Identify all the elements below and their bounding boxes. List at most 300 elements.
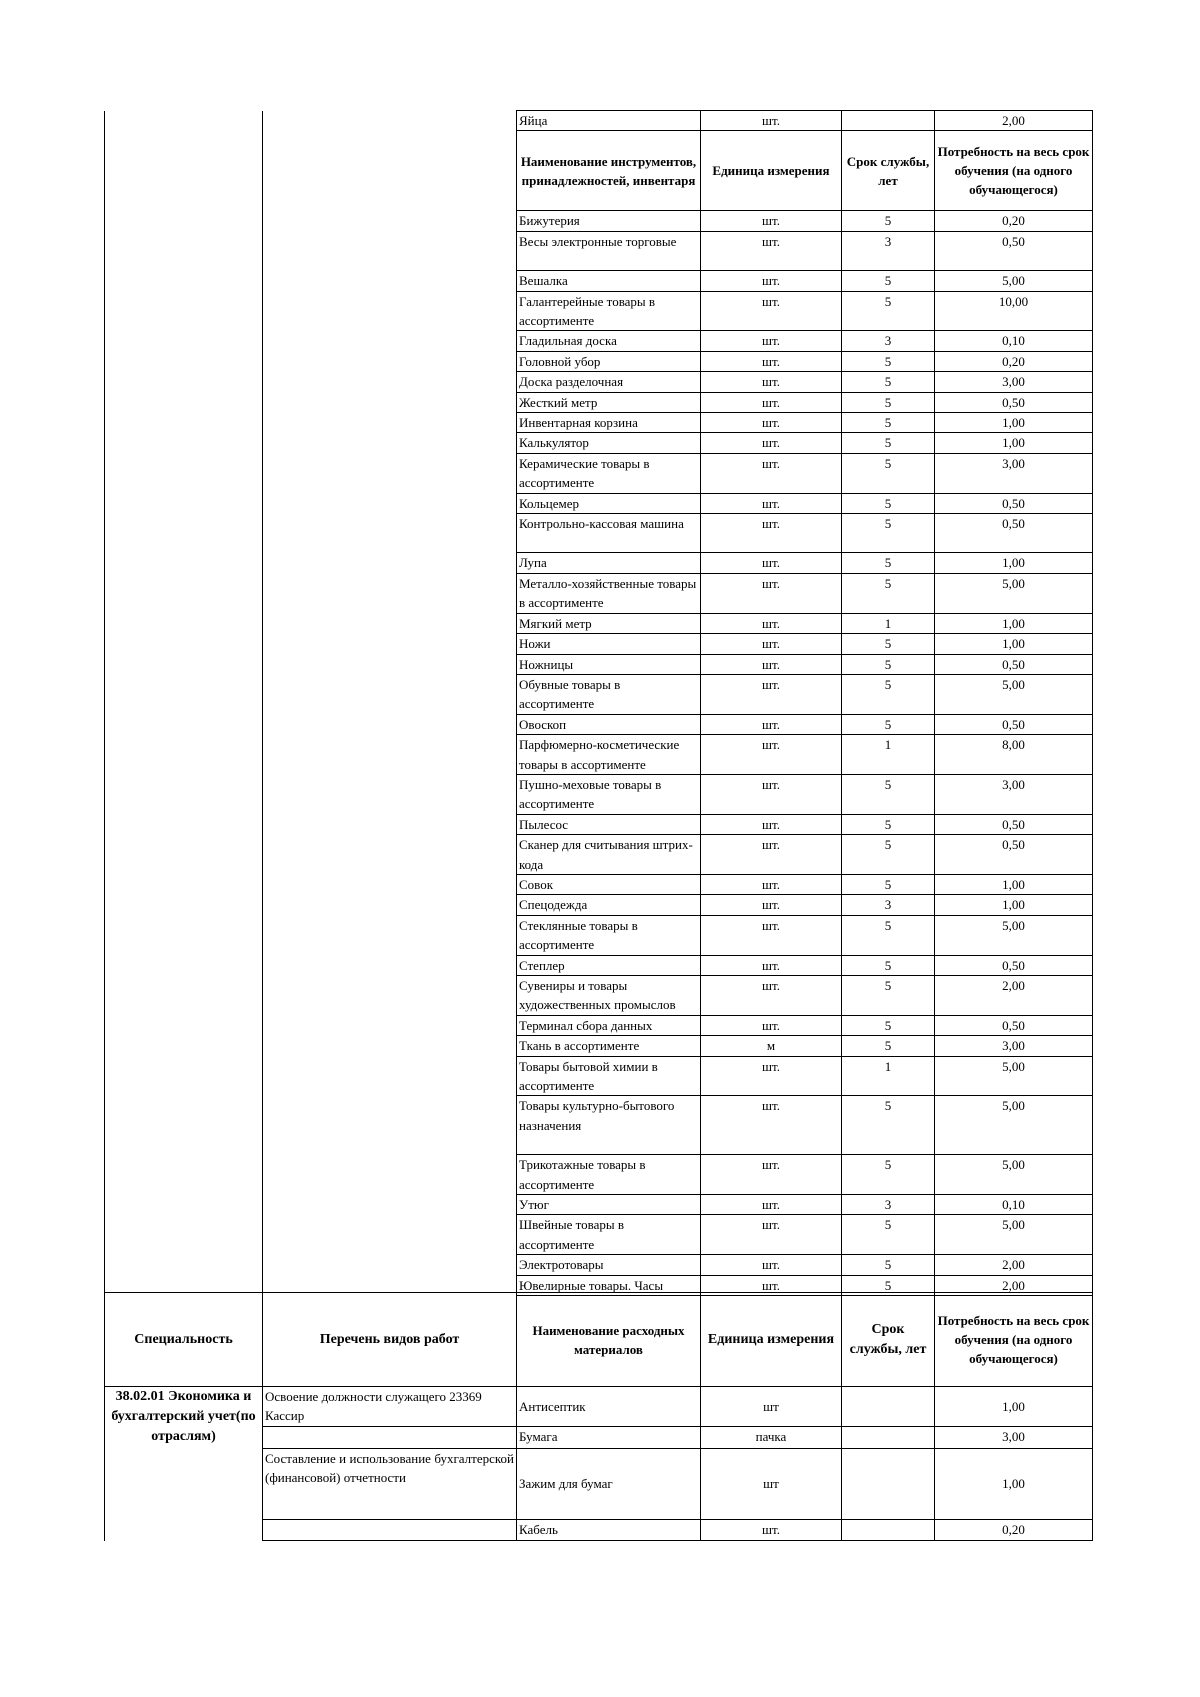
work-type-cell [263,1520,517,1541]
table-row [105,874,1093,894]
item-need: 2,00 [935,1275,1093,1295]
item-unit: шт. [701,735,842,775]
item-life: 5 [842,271,935,291]
item-unit: шт. [701,613,842,633]
item-unit: шт. [701,1015,842,1035]
item-unit: шт. [701,895,842,915]
item-need: 1,00 [935,874,1093,894]
item-life: 5 [842,573,935,613]
item-name: Степлер [517,955,701,975]
item-life: 5 [842,774,935,814]
item-name: Кольцемер [517,493,701,513]
table-row [105,634,1093,654]
item-unit: шт. [701,976,842,1016]
item-need: 2,00 [935,976,1093,1016]
empty-cell [263,915,517,955]
table-row [105,1255,1093,1275]
item-life: 5 [842,955,935,975]
empty-cell [105,1215,263,1255]
item-name: Стеклянные товары в ассортименте [517,915,701,955]
item-name: Ткань в ассортименте [517,1036,701,1056]
item-unit: шт. [701,231,842,270]
empty-cell [263,433,517,453]
item-unit: шт. [701,433,842,453]
item-name: Совок [517,874,701,894]
item-unit: шт. [701,874,842,894]
empty-cell [105,654,263,674]
empty-cell [263,814,517,834]
specialty-cell: 38.02.01 Экономика и бухгалтерский учет(по отраслям) [105,1387,263,1541]
empty-cell [263,714,517,734]
item-name: Головной убор [517,351,701,371]
table-row [105,553,1093,573]
item-unit: шт. [701,1255,842,1275]
item-name: Электротовары [517,1255,701,1275]
empty-cell [105,1195,263,1215]
empty-cell [105,231,263,270]
item-life: 5 [842,453,935,493]
item-unit: шт. [701,211,842,231]
empty-cell [105,1255,263,1275]
item-life: 5 [842,372,935,392]
empty-cell [105,613,263,633]
column-header-life: Срок службы, лет [842,131,935,211]
empty-cell [105,413,263,433]
material-life [842,1520,935,1541]
inventory-table [104,110,1093,1296]
table-row [105,895,1093,915]
item-name: Бижутерия [517,211,701,231]
item-name: Утюг [517,1195,701,1215]
item-life: 5 [842,674,935,714]
item-life: 5 [842,433,935,453]
work-type-cell: Составление и использование бухгалтерской (финансовой) отчетности [263,1449,517,1520]
empty-cell [263,976,517,1016]
item-unit: шт. [701,674,842,714]
empty-cell [263,1015,517,1035]
item-life: 5 [842,351,935,371]
item-name: Галантерейные товары в ассортименте [517,291,701,331]
item-unit: шт. [701,453,842,493]
empty-cell [105,1155,263,1195]
column-header-name: Наименование расходных материалов [517,1293,701,1387]
item-need: 5,00 [935,1215,1093,1255]
table-row [105,1036,1093,1056]
empty-cell [263,835,517,875]
empty-cell [105,433,263,453]
table-row [105,674,1093,714]
empty-cell [105,814,263,834]
item-life: 5 [842,835,935,875]
table-row [105,271,1093,291]
table-row [105,1215,1093,1255]
empty-cell [263,774,517,814]
item-need: 0,20 [935,211,1093,231]
empty-cell [263,1255,517,1275]
item-life: 3 [842,231,935,270]
consumables-table [104,1292,1093,1541]
column-header-need: Потребность на весь срок обучения (на одного обучающегося) [935,1293,1093,1387]
item-name: Трикотажные товары в ассортименте [517,1155,701,1195]
item-name: Пушно-меховые товары в ассортименте [517,774,701,814]
item-name: Товары бытовой химии в ассортименте [517,1056,701,1096]
item-unit: шт. [701,714,842,734]
table-row [105,654,1093,674]
table-row [105,814,1093,834]
item-life: 1 [842,735,935,775]
table-row [105,1056,1093,1096]
item-unit: шт. [701,271,842,291]
item-need: 0,50 [935,392,1093,412]
table-row [105,835,1093,875]
item-unit: шт. [701,1096,842,1155]
column-header-unit: Единица измерения [701,1293,842,1387]
empty-cell [105,514,263,553]
empty-cell [263,955,517,975]
item-name: Швейные товары в ассортименте [517,1215,701,1255]
empty-cell [263,131,517,211]
material-unit: шт [701,1449,842,1520]
item-unit: шт. [701,413,842,433]
empty-cell [105,714,263,734]
item-name: Мягкий метр [517,613,701,633]
empty-cell [105,493,263,513]
item-life: 5 [842,976,935,1016]
item-unit: шт. [701,351,842,371]
table-row [105,1096,1093,1155]
empty-cell [263,392,517,412]
empty-cell [105,1056,263,1096]
work-type-cell: Освоение должности служащего 23369 Кассир [263,1387,517,1427]
empty-cell [263,372,517,392]
column-header-unit: Единица измерения [701,131,842,211]
empty-cell [105,331,263,351]
item-need: 1,00 [935,553,1093,573]
column-header-specialty: Специальность [105,1293,263,1387]
item-name: Сканер для считывания штрих-кода [517,835,701,875]
item-unit: шт. [701,1275,842,1295]
empty-cell [105,895,263,915]
empty-cell [263,654,517,674]
item-life: 5 [842,714,935,734]
item-name: Калькулятор [517,433,701,453]
item-life: 5 [842,514,935,553]
item-unit: шт. [701,553,842,573]
item-unit: шт. [701,1155,842,1195]
item-life: 5 [842,1036,935,1056]
table-row [105,976,1093,1016]
item-need: 1,00 [935,613,1093,633]
item-life [842,111,935,131]
item-name: Спецодежда [517,895,701,915]
empty-cell [263,291,517,331]
item-need: 0,50 [935,231,1093,270]
item-life: 5 [842,553,935,573]
empty-cell [105,874,263,894]
empty-cell [263,111,517,131]
material-life [842,1387,935,1427]
item-life: 3 [842,331,935,351]
table-row [105,573,1093,613]
empty-cell [105,735,263,775]
item-unit: шт. [701,514,842,553]
item-unit: шт. [701,654,842,674]
item-name: Ювелирные товары. Часы [517,1275,701,1295]
table-row [105,372,1093,392]
item-need: 0,50 [935,814,1093,834]
item-unit: шт. [701,493,842,513]
material-unit: пачка [701,1427,842,1449]
empty-cell [105,835,263,875]
column-header-need: Потребность на весь срок обучения (на одного обучающегося) [935,131,1093,211]
table-row [105,1015,1093,1035]
item-name: Пылесос [517,814,701,834]
item-life: 5 [842,392,935,412]
item-name: Парфюмерно-косметические товары в ассортименте [517,735,701,775]
table-row [105,493,1093,513]
item-name: Яйца [517,111,701,131]
item-name: Керамические товары в ассортименте [517,453,701,493]
item-need: 0,10 [935,1195,1093,1215]
item-name: Жесткий метр [517,392,701,412]
item-life: 5 [842,1215,935,1255]
item-need: 1,00 [935,413,1093,433]
empty-cell [105,976,263,1016]
item-need: 0,20 [935,351,1093,371]
item-need: 5,00 [935,674,1093,714]
material-need: 3,00 [935,1427,1093,1449]
material-unit: шт [701,1387,842,1427]
item-need: 0,50 [935,835,1093,875]
item-need: 5,00 [935,1155,1093,1195]
item-life: 5 [842,413,935,433]
table-row [105,331,1093,351]
item-name: Сувениры и товары художественных промыслов [517,976,701,1016]
empty-cell [105,211,263,231]
item-need: 2,00 [935,111,1093,131]
empty-cell [105,955,263,975]
item-name: Вешалка [517,271,701,291]
empty-cell [263,613,517,633]
item-life: 1 [842,1056,935,1096]
material-need: 1,00 [935,1387,1093,1427]
material-life [842,1449,935,1520]
item-unit: шт. [701,955,842,975]
item-unit: м [701,1036,842,1056]
empty-cell [105,453,263,493]
item-name: Товары культурно-бытового назначения [517,1096,701,1155]
item-need: 5,00 [935,271,1093,291]
empty-cell [263,553,517,573]
table-row [105,392,1093,412]
item-name: Ножи [517,634,701,654]
empty-cell [105,915,263,955]
empty-cell [105,774,263,814]
item-need: 0,50 [935,654,1093,674]
item-need: 1,00 [935,895,1093,915]
material-need: 0,20 [935,1520,1093,1541]
table-row [105,291,1093,331]
item-life: 5 [842,1255,935,1275]
item-need: 3,00 [935,1036,1093,1056]
item-unit: шт. [701,634,842,654]
empty-cell [263,271,517,291]
empty-cell [105,351,263,371]
item-name: Лупа [517,553,701,573]
column-header-name: Наименование инструментов, принадлежностей, инвентаря [517,131,701,211]
table-row [105,1387,1093,1427]
table-row [105,613,1093,633]
item-unit: шт. [701,111,842,131]
table-row [105,1195,1093,1215]
table-row [105,231,1093,270]
item-unit: шт. [701,835,842,875]
empty-cell [263,514,517,553]
empty-cell [263,493,517,513]
column-header-works: Перечень видов работ [263,1293,517,1387]
empty-cell [105,634,263,654]
material-name: Кабель [517,1520,701,1541]
item-name: Обувные товары в ассортименте [517,674,701,714]
empty-cell [263,211,517,231]
item-life: 5 [842,1096,935,1155]
item-unit: шт. [701,915,842,955]
item-life: 1 [842,613,935,633]
material-name: Антисептик [517,1387,701,1427]
empty-cell [105,131,263,211]
item-life: 5 [842,915,935,955]
item-life: 5 [842,1275,935,1295]
item-need: 2,00 [935,1255,1093,1275]
empty-cell [263,674,517,714]
empty-cell [105,372,263,392]
item-unit: шт. [701,814,842,834]
empty-cell [263,231,517,270]
item-need: 3,00 [935,774,1093,814]
empty-cell [105,291,263,331]
empty-cell [263,634,517,654]
material-unit: шт. [701,1520,842,1541]
item-life: 5 [842,1155,935,1195]
item-name: Весы электронные торговые [517,231,701,270]
item-unit: шт. [701,573,842,613]
table-row [105,514,1093,553]
item-name: Гладильная доска [517,331,701,351]
item-life: 5 [842,493,935,513]
item-life: 5 [842,654,935,674]
item-name: Металло-хозяйственные товары в ассортименте [517,573,701,613]
item-unit: шт. [701,774,842,814]
item-unit: шт. [701,1195,842,1215]
empty-cell [105,1015,263,1035]
item-life: 5 [842,874,935,894]
item-life: 5 [842,291,935,331]
item-need: 0,50 [935,514,1093,553]
empty-cell [263,351,517,371]
empty-cell [263,735,517,775]
empty-cell [105,553,263,573]
table-row [105,211,1093,231]
table-header-row [105,1293,1093,1387]
item-need: 0,10 [935,331,1093,351]
empty-cell [263,413,517,433]
empty-cell [105,111,263,131]
item-need: 8,00 [935,735,1093,775]
empty-cell [263,895,517,915]
item-need: 0,50 [935,493,1093,513]
empty-cell [263,874,517,894]
empty-cell [263,1215,517,1255]
item-need: 1,00 [935,634,1093,654]
empty-cell [105,271,263,291]
item-need: 5,00 [935,1096,1093,1155]
empty-cell [263,1056,517,1096]
column-header-life: Срок службы, лет [842,1293,935,1387]
material-name: Зажим для бумаг [517,1449,701,1520]
empty-cell [105,392,263,412]
table-row [105,774,1093,814]
empty-cell [263,331,517,351]
table-row [105,955,1093,975]
table-row [105,351,1093,371]
empty-cell [263,573,517,613]
item-need: 0,50 [935,714,1093,734]
empty-cell [263,1155,517,1195]
empty-cell [105,573,263,613]
empty-cell [263,1096,517,1155]
table-row [105,1155,1093,1195]
item-need: 3,00 [935,453,1093,493]
item-name: Контрольно-кассовая машина [517,514,701,553]
item-life: 5 [842,634,935,654]
item-need: 0,50 [935,955,1093,975]
item-life: 3 [842,1195,935,1215]
work-type-cell [263,1427,517,1449]
item-name: Овоскоп [517,714,701,734]
item-unit: шт. [701,1215,842,1255]
table-row [105,413,1093,433]
item-unit: шт. [701,1056,842,1096]
table-row [105,453,1093,493]
item-need: 10,00 [935,291,1093,331]
item-name: Доска разделочная [517,372,701,392]
material-name: Бумага [517,1427,701,1449]
table-header-row [105,131,1093,211]
item-need: 5,00 [935,915,1093,955]
item-name: Терминал сбора данных [517,1015,701,1035]
empty-cell [263,453,517,493]
item-need: 0,50 [935,1015,1093,1035]
item-unit: шт. [701,372,842,392]
empty-cell [263,1195,517,1215]
item-life: 5 [842,1015,935,1035]
empty-cell [263,1036,517,1056]
table-row [105,714,1093,734]
item-need: 5,00 [935,573,1093,613]
item-name: Ножницы [517,654,701,674]
material-life [842,1427,935,1449]
item-need: 5,00 [935,1056,1093,1096]
table-row [105,735,1093,775]
empty-cell [105,1036,263,1056]
table-row [105,433,1093,453]
item-need: 1,00 [935,433,1093,453]
item-unit: шт. [701,291,842,331]
item-life: 5 [842,211,935,231]
item-name: Инвентарная корзина [517,413,701,433]
item-life: 5 [842,814,935,834]
material-need: 1,00 [935,1449,1093,1520]
